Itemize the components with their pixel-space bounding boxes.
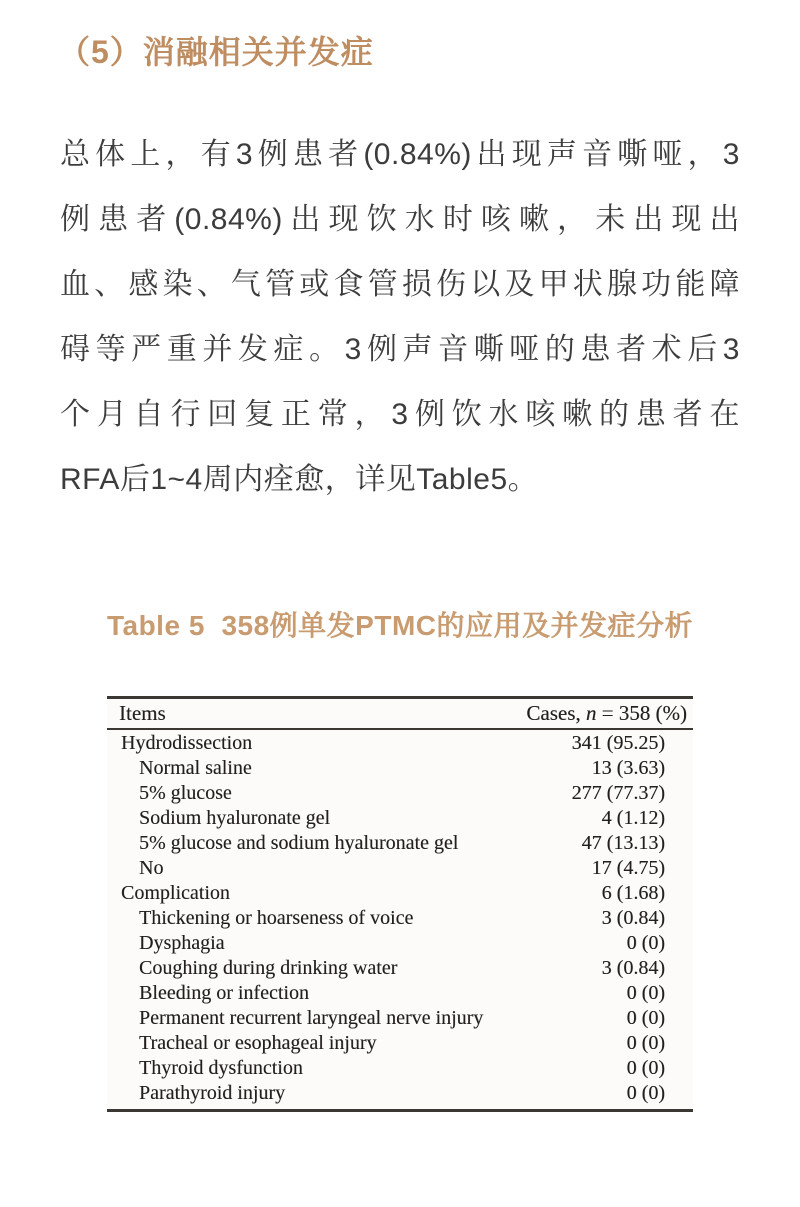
column-header-items: Items bbox=[119, 701, 166, 725]
table-row bbox=[107, 781, 693, 806]
table-row bbox=[107, 856, 693, 881]
table-row bbox=[107, 1031, 693, 1056]
table-row bbox=[107, 806, 693, 831]
paragraph-line: 个月自行回复正常，3例饮水咳嗽的患者在 bbox=[60, 398, 740, 431]
paragraph-line: 例患者(0.84%)出现饮水时咳嗽，未出现出 bbox=[60, 203, 740, 236]
table-row bbox=[107, 906, 693, 931]
row-item: Sodium hyaluronate gel bbox=[139, 807, 331, 829]
row-item: Permanent recurrent laryngeal nerve injury bbox=[139, 1007, 484, 1029]
row-value: 0 (0) bbox=[626, 982, 665, 1004]
row-item: 5% glucose bbox=[139, 782, 232, 804]
row-value: 0 (0) bbox=[626, 932, 665, 954]
row-item: 5% glucose and sodium hyaluronate gel bbox=[139, 832, 459, 854]
row-item: Parathyroid injury bbox=[139, 1082, 286, 1104]
paragraph-line: RFA后1~4周内痊愈，详见Table5。 bbox=[60, 463, 539, 496]
row-value: 4 (1.12) bbox=[601, 807, 665, 829]
row-value: 47 (13.13) bbox=[581, 832, 665, 854]
row-item: Hydrodissection bbox=[121, 732, 253, 754]
document-page bbox=[0, 32, 800, 1207]
table-row bbox=[107, 831, 693, 856]
paragraph-line: 血、感染、气管或食管损伤以及甲状腺功能障 bbox=[60, 268, 740, 301]
table-row bbox=[107, 981, 693, 1006]
row-item: Bleeding or infection bbox=[139, 982, 309, 1004]
table-row bbox=[107, 956, 693, 981]
row-item: Tracheal or esophageal injury bbox=[139, 1032, 377, 1054]
table-row bbox=[107, 1081, 693, 1106]
row-value: 0 (0) bbox=[626, 1082, 665, 1104]
row-value: 13 (3.63) bbox=[591, 757, 665, 779]
body-paragraph bbox=[60, 122, 740, 512]
paragraph-line: 总体上，有3例患者(0.84%)出现声音嘶哑，3 bbox=[60, 138, 740, 171]
row-item: Coughing during drinking water bbox=[139, 957, 398, 979]
row-value: 17 (4.75) bbox=[591, 857, 665, 879]
table-row bbox=[107, 756, 693, 781]
row-item: Thickening or hoarseness of voice bbox=[139, 907, 414, 929]
table-row bbox=[107, 1056, 693, 1081]
section-heading: （5）消融相关并发症 bbox=[58, 34, 374, 70]
row-value: 6 (1.68) bbox=[601, 882, 665, 904]
row-value: 341 (95.25) bbox=[571, 732, 665, 754]
table-title: Table 5 358例单发PTMC的应用及并发症分析 bbox=[106, 610, 693, 641]
table-row bbox=[107, 731, 693, 756]
table-body bbox=[107, 730, 693, 1109]
row-value: 0 (0) bbox=[626, 1032, 665, 1054]
table5-scan bbox=[107, 696, 693, 1112]
row-item: Thyroid dysfunction bbox=[139, 1057, 303, 1079]
row-value: 0 (0) bbox=[626, 1057, 665, 1079]
paragraph-line: 碍等严重并发症。3例声音嘶哑的患者术后3 bbox=[60, 333, 740, 366]
row-value: 3 (0.84) bbox=[601, 957, 665, 979]
row-item: Normal saline bbox=[139, 757, 252, 779]
row-item: Dysphagia bbox=[139, 932, 225, 954]
row-value: 0 (0) bbox=[626, 1007, 665, 1029]
row-value: 277 (77.37) bbox=[571, 782, 665, 804]
table-row bbox=[107, 931, 693, 956]
table-header-row bbox=[107, 699, 693, 730]
row-item: No bbox=[139, 857, 164, 879]
row-item: Complication bbox=[121, 882, 230, 904]
row-value: 3 (0.84) bbox=[601, 907, 665, 929]
column-header-cases: Cases, n = 358 (%) bbox=[526, 701, 687, 725]
table-row bbox=[107, 1006, 693, 1031]
table-row bbox=[107, 881, 693, 906]
